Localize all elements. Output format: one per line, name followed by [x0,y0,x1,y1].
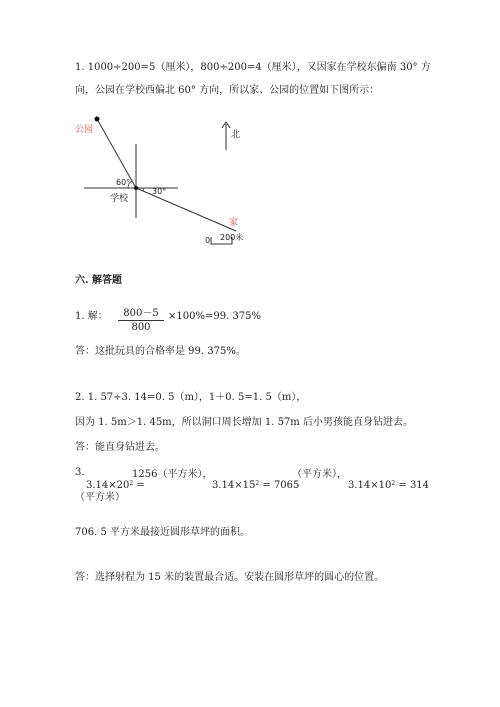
park-label: 公园 [75,125,94,135]
angle-30-label: 30° [152,187,167,196]
qb-line1: 2. 1. 57÷3. 14=0. 5（m），1＋0. 5=1. 5（m）， [75,392,307,403]
qa-suffix: ×100%=99. 375% [168,311,262,322]
school-point [134,186,138,190]
home-label: 家 [229,218,239,228]
qa-answer: 答：这批玩具的合格率是 99. 375%。 [75,346,246,357]
angle-60-label: 60° [116,178,131,187]
qc-conclusion: 706. 5 平方米最接近圆形草坪的面积。 [75,527,250,538]
qc-number: 3. [75,467,85,478]
fraction-bar [118,320,164,321]
north-label: 北 [231,130,241,140]
section-title: 六. 解答题 [75,275,122,286]
home-line [136,188,239,231]
qc-expr2: $3.14\times 15^2 = 7065$ [212,480,300,491]
qb-answer: 答：能直身钻进去。 [75,442,165,453]
qa-denominator: 800 [131,322,151,333]
qc-unit1: 1256（平方米）， [132,469,213,480]
qc-answer: 答：选择射程为 15 米的装置最合适。安装在圆形草坪的圆心的位置。 [75,572,385,583]
q1-line2: 向，公园在学校西偏北 60° 方向，所以家、公园的位置如下图所示： [75,85,380,96]
qa-numerator: 800－5 [123,308,159,319]
qc-expr1: $3.14\times 20^2$ = [86,480,145,491]
qa-fraction [118,304,164,333]
park-point [95,117,100,122]
scale-zero-label: 0 [205,236,211,245]
qb-line2: 因为 1. 5m＞1. 45m，所以洞口周长增加 1. 57m 后小男孩能直身钻进去。 [75,417,413,428]
qc-expr3: $3.14\times 10^2 = 314$ [348,480,430,491]
qc-unit1b: （平方米） [75,492,125,503]
qa-prefix: 1. 解： [75,311,108,322]
qc-unit2: （平方米）， [292,469,347,480]
scale-end-label: 200米 [220,233,244,242]
school-label: 学校 [110,194,129,204]
q1-line1: 1. 1000÷200=5（厘米），800÷200=4（厘米），又因家在学校东偏南 30° 方 [75,62,431,73]
